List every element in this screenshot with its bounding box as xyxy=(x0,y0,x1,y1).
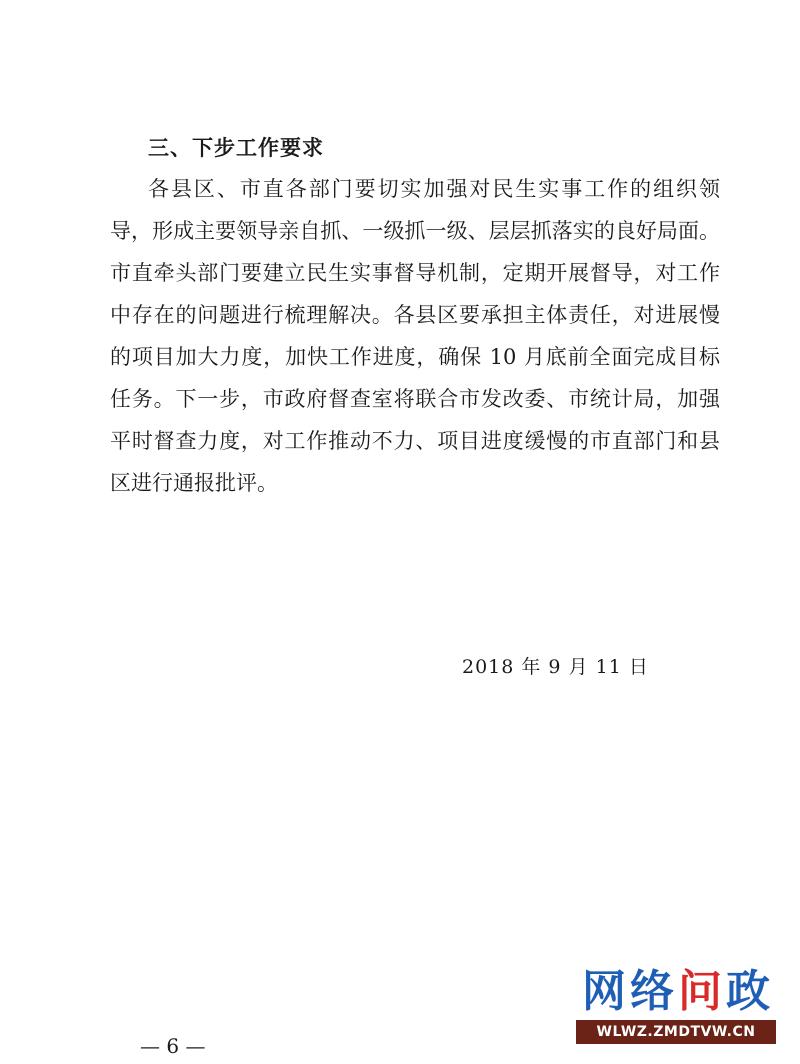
site-watermark-logo xyxy=(566,964,788,1054)
paragraph-line: 平时督查力度，对工作推动不力、项目进度缓慢的市直部门和县 xyxy=(110,429,720,453)
watermark-url: WLWZ.ZMDTVW.CN xyxy=(576,1020,776,1044)
paragraph-line: 各县区、市直各部门要切实加强对民生实事工作的组织领 xyxy=(148,177,720,201)
watermark-title xyxy=(582,964,774,1020)
paragraph-line: 区进行通报批评。 xyxy=(110,471,278,495)
section-heading: 三、下步工作要求 xyxy=(148,136,324,160)
body-paragraph xyxy=(110,168,720,504)
paragraph-line: 中存在的问题进行梳理解决。各县区要承担主体责任，对进展慢 xyxy=(110,303,720,327)
page-number: — 6 — xyxy=(140,1034,206,1058)
paragraph-line: 的项目加大力度，加快工作进度，确保 10 月底前全面完成目标 xyxy=(110,345,720,369)
paragraph-line: 市直牵头部门要建立民生实事督导机制，定期开展督导，对工作 xyxy=(110,261,720,285)
paragraph-line: 导，形成主要领导亲自抓、一级抓一级、层层抓落实的良好局面。 xyxy=(110,219,720,243)
watermark-char: 网 xyxy=(582,966,630,1017)
document-date: 2018 年 9 月 11 日 xyxy=(462,656,649,678)
watermark-char: 络 xyxy=(630,966,678,1017)
watermark-char: 政 xyxy=(726,966,774,1017)
paragraph-line: 任务。下一步，市政府督查室将联合市发改委、市统计局，加强 xyxy=(110,387,720,411)
watermark-char: 问 xyxy=(678,966,726,1017)
